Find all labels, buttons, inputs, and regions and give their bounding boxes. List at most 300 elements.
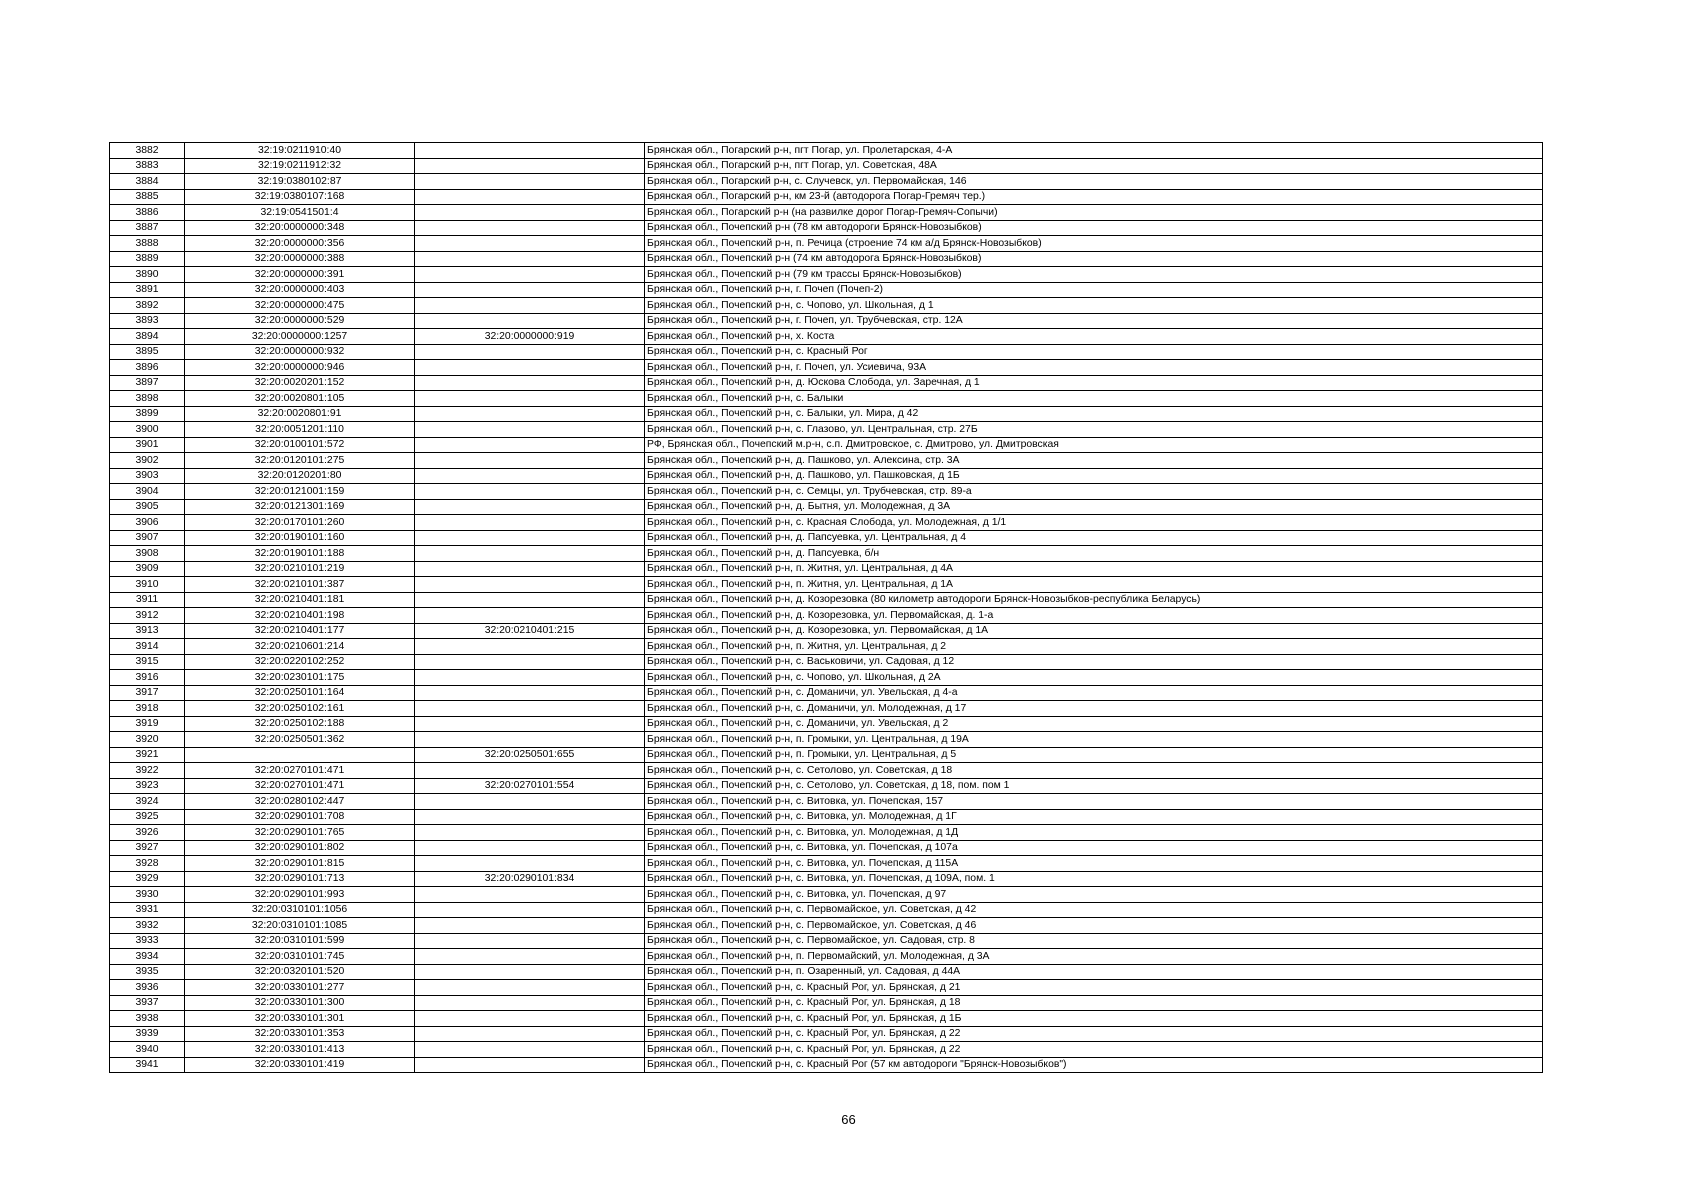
row-number: 3924 <box>110 794 185 810</box>
row-number: 3899 <box>110 406 185 422</box>
parent-cadastral-number <box>415 344 645 360</box>
row-number: 3884 <box>110 174 185 190</box>
address: Брянская обл., Почепский р-н, д. Козорезовка (80 километр автодороги Брянск-Новозыбков-республика Беларусь) <box>645 592 1543 608</box>
row-number: 3925 <box>110 809 185 825</box>
table-row <box>110 515 1543 531</box>
address: Брянская обл., Почепский р-н, п. Житня, ул. Центральная, д 2 <box>645 639 1543 655</box>
cadastral-number: 32:20:0310101:1056 <box>185 902 415 918</box>
cadastral-number: 32:20:0250102:188 <box>185 716 415 732</box>
address: Брянская обл., Почепский р-н, г. Почеп (Почеп-2) <box>645 282 1543 298</box>
table-row <box>110 298 1543 314</box>
parent-cadastral-number <box>415 701 645 717</box>
parent-cadastral-number <box>415 592 645 608</box>
row-number: 3936 <box>110 980 185 996</box>
address: Брянская обл., Погарский р-н, км 23-й (автодорога Погар-Гремяч тер.) <box>645 189 1543 205</box>
row-number: 3932 <box>110 918 185 934</box>
parent-cadastral-number <box>415 205 645 221</box>
row-number: 3903 <box>110 468 185 484</box>
parent-cadastral-number: 32:20:0250501:655 <box>415 747 645 763</box>
table-row <box>110 1011 1543 1027</box>
row-number: 3933 <box>110 933 185 949</box>
table-row <box>110 546 1543 562</box>
address: Брянская обл., Почепский р-н, с. Сетолово, ул. Советская, д 18, пом. пом 1 <box>645 778 1543 794</box>
table-row <box>110 282 1543 298</box>
table-row <box>110 592 1543 608</box>
parent-cadastral-number <box>415 980 645 996</box>
address: Брянская обл., Почепский р-н, с. Красный Рог (57 км автодороги "Брянск-Новозыбков") <box>645 1057 1543 1073</box>
address: Брянская обл., Почепский р-н, с. Красный Рог, ул. Брянская, д 22 <box>645 1042 1543 1058</box>
table-row <box>110 933 1543 949</box>
table-row <box>110 484 1543 500</box>
cadastral-number: 32:19:0211912:32 <box>185 158 415 174</box>
row-number: 3896 <box>110 360 185 376</box>
parent-cadastral-number <box>415 716 645 732</box>
table-row <box>110 980 1543 996</box>
row-number: 3935 <box>110 964 185 980</box>
row-number: 3902 <box>110 453 185 469</box>
cadastral-number: 32:19:0541501:4 <box>185 205 415 221</box>
address: Брянская обл., Почепский р-н, с. Доманичи, ул. Увельская, д 2 <box>645 716 1543 732</box>
cadastral-number: 32:20:0330101:353 <box>185 1026 415 1042</box>
address: Брянская обл., Почепский р-н, д. Козорезовка, ул. Первомайская, д 1А <box>645 623 1543 639</box>
parent-cadastral-number <box>415 995 645 1011</box>
row-number: 3918 <box>110 701 185 717</box>
table-row <box>110 267 1543 283</box>
row-number: 3938 <box>110 1011 185 1027</box>
parent-cadastral-number: 32:20:0000000:919 <box>415 329 645 345</box>
parent-cadastral-number <box>415 1011 645 1027</box>
address: Брянская обл., Почепский р-н, с. Красный Рог, ул. Брянская, д 1Б <box>645 1011 1543 1027</box>
cadastral-number: 32:20:0120201:80 <box>185 468 415 484</box>
parent-cadastral-number <box>415 639 645 655</box>
row-number: 3921 <box>110 747 185 763</box>
cadastral-number: 32:20:0330101:413 <box>185 1042 415 1058</box>
table-row <box>110 809 1543 825</box>
row-number: 3923 <box>110 778 185 794</box>
cadastral-number: 32:20:0250101:164 <box>185 685 415 701</box>
row-number: 3892 <box>110 298 185 314</box>
cadastral-number: 32:20:0000000:348 <box>185 220 415 236</box>
row-number: 3905 <box>110 499 185 515</box>
parent-cadastral-number <box>415 809 645 825</box>
table-row <box>110 453 1543 469</box>
cadastral-number: 32:20:0020801:105 <box>185 391 415 407</box>
row-number: 3929 <box>110 871 185 887</box>
table-row <box>110 716 1543 732</box>
parent-cadastral-number <box>415 530 645 546</box>
cadastral-number: 32:20:0051201:110 <box>185 422 415 438</box>
address: Брянская обл., Почепский р-н, д. Пашково, ул. Алексина, стр. 3А <box>645 453 1543 469</box>
address: Брянская обл., Почепский р-н, с. Красный Рог, ул. Брянская, д 21 <box>645 980 1543 996</box>
address: Брянская обл., Почепский р-н (74 км автодорога Брянск-Новозыбков) <box>645 251 1543 267</box>
cadastral-number: 32:19:0380102:87 <box>185 174 415 190</box>
row-number: 3927 <box>110 840 185 856</box>
cadastral-number: 32:20:0000000:391 <box>185 267 415 283</box>
table-row <box>110 654 1543 670</box>
parent-cadastral-number <box>415 484 645 500</box>
row-number: 3908 <box>110 546 185 562</box>
address: Брянская обл., Почепский р-н, с. Чопово, ул. Школьная, д 1 <box>645 298 1543 314</box>
parent-cadastral-number: 32:20:0290101:834 <box>415 871 645 887</box>
page-number: 66 <box>841 1112 856 1127</box>
cadastral-number: 32:20:0121301:169 <box>185 499 415 515</box>
cadastral-number: 32:20:0290101:708 <box>185 809 415 825</box>
cadastral-number: 32:20:0290101:802 <box>185 840 415 856</box>
row-number: 3882 <box>110 143 185 159</box>
address: Брянская обл., Почепский р-н, с. Красный Рог <box>645 344 1543 360</box>
row-number: 3928 <box>110 856 185 872</box>
row-number: 3906 <box>110 515 185 531</box>
parent-cadastral-number <box>415 763 645 779</box>
parent-cadastral-number <box>415 1042 645 1058</box>
address: Брянская обл., Почепский р-н, д. Козорезовка, ул. Первомайская, д. 1-а <box>645 608 1543 624</box>
parent-cadastral-number <box>415 236 645 252</box>
parent-cadastral-number <box>415 468 645 484</box>
cadastral-number: 32:20:0020201:152 <box>185 375 415 391</box>
cadastral-number: 32:20:0020801:91 <box>185 406 415 422</box>
address: Брянская обл., Почепский р-н, с. Васьковичи, ул. Садовая, д 12 <box>645 654 1543 670</box>
row-number: 3888 <box>110 236 185 252</box>
row-number: 3895 <box>110 344 185 360</box>
table-row <box>110 825 1543 841</box>
table-row <box>110 313 1543 329</box>
parent-cadastral-number <box>415 918 645 934</box>
parent-cadastral-number <box>415 1026 645 1042</box>
row-number: 3914 <box>110 639 185 655</box>
address: Брянская обл., Почепский р-н, с. Сетолово, ул. Советская, д 18 <box>645 763 1543 779</box>
table-row <box>110 1026 1543 1042</box>
address: Брянская обл., Почепский р-н, с. Красный Рог, ул. Брянская, д 22 <box>645 1026 1543 1042</box>
cadastral-number: 32:20:0210401:177 <box>185 623 415 639</box>
parent-cadastral-number <box>415 267 645 283</box>
row-number: 3883 <box>110 158 185 174</box>
cadastral-number: 32:20:0230101:175 <box>185 670 415 686</box>
table-row <box>110 670 1543 686</box>
row-number: 3926 <box>110 825 185 841</box>
table-row <box>110 344 1543 360</box>
parent-cadastral-number <box>415 453 645 469</box>
row-number: 3919 <box>110 716 185 732</box>
table-row <box>110 158 1543 174</box>
row-number: 3915 <box>110 654 185 670</box>
address: Брянская обл., Почепский р-н, с. Красная Слобода, ул. Молодежная, д 1/1 <box>645 515 1543 531</box>
parent-cadastral-number <box>415 437 645 453</box>
address: Брянская обл., Почепский р-н, с. Красный Рог, ул. Брянская, д 18 <box>645 995 1543 1011</box>
table-row <box>110 530 1543 546</box>
cadastral-number: 32:20:0310101:599 <box>185 933 415 949</box>
row-number: 3931 <box>110 902 185 918</box>
parent-cadastral-number <box>415 902 645 918</box>
row-number: 3910 <box>110 577 185 593</box>
parent-cadastral-number <box>415 220 645 236</box>
row-number: 3907 <box>110 530 185 546</box>
cadastral-number: 32:20:0000000:529 <box>185 313 415 329</box>
table-row <box>110 778 1543 794</box>
cadastral-number: 32:20:0220102:252 <box>185 654 415 670</box>
row-number: 3887 <box>110 220 185 236</box>
table-row <box>110 918 1543 934</box>
parent-cadastral-number <box>415 313 645 329</box>
parent-cadastral-number <box>415 685 645 701</box>
cadastral-number: 32:20:0210101:387 <box>185 577 415 593</box>
cadastral-number: 32:20:0190101:188 <box>185 546 415 562</box>
address: Брянская обл., Почепский р-н, п. Речица (строение 74 км а/д Брянск-Новозыбков) <box>645 236 1543 252</box>
cadastral-number: 32:20:0100101:572 <box>185 437 415 453</box>
table-row <box>110 406 1543 422</box>
address: Брянская обл., Почепский р-н, с. Доманичи, ул. Увельская, д 4-а <box>645 685 1543 701</box>
table-row <box>110 174 1543 190</box>
parent-cadastral-number <box>415 282 645 298</box>
row-number: 3911 <box>110 592 185 608</box>
table-row <box>110 499 1543 515</box>
cadastral-number: 32:20:0310101:1085 <box>185 918 415 934</box>
parent-cadastral-number <box>415 174 645 190</box>
table-body <box>110 143 1543 1073</box>
parent-cadastral-number <box>415 406 645 422</box>
row-number: 3904 <box>110 484 185 500</box>
table-row <box>110 236 1543 252</box>
address: Брянская обл., Почепский р-н, с. Витовка, ул. Почепская, 157 <box>645 794 1543 810</box>
row-number: 3891 <box>110 282 185 298</box>
parent-cadastral-number <box>415 856 645 872</box>
table-row <box>110 251 1543 267</box>
row-number: 3917 <box>110 685 185 701</box>
parent-cadastral-number <box>415 1057 645 1073</box>
table-row <box>110 329 1543 345</box>
cadastral-number: 32:20:0290101:993 <box>185 887 415 903</box>
address: Брянская обл., Почепский р-н, с. Семцы, ул. Трубчевская, стр. 89-а <box>645 484 1543 500</box>
parent-cadastral-number <box>415 577 645 593</box>
row-number: 3885 <box>110 189 185 205</box>
parent-cadastral-number <box>415 933 645 949</box>
table-row <box>110 623 1543 639</box>
table-row <box>110 639 1543 655</box>
row-number: 3912 <box>110 608 185 624</box>
table-row <box>110 871 1543 887</box>
address: Брянская обл., Почепский р-н, п. Озаренный, ул. Садовая, д 44А <box>645 964 1543 980</box>
table-row <box>110 422 1543 438</box>
row-number: 3913 <box>110 623 185 639</box>
table-row <box>110 1042 1543 1058</box>
cadastral-number: 32:20:0330101:301 <box>185 1011 415 1027</box>
cadastral-number: 32:20:0000000:946 <box>185 360 415 376</box>
row-number: 3893 <box>110 313 185 329</box>
table-row <box>110 701 1543 717</box>
address: Брянская обл., Почепский р-н, с. Глазово, ул. Центральная, стр. 27Б <box>645 422 1543 438</box>
address: Брянская обл., Почепский р-н, г. Почеп, ул. Трубчевская, стр. 12А <box>645 313 1543 329</box>
table-row <box>110 794 1543 810</box>
row-number: 3897 <box>110 375 185 391</box>
address: Брянская обл., Почепский р-н, с. Витовка, ул. Молодежная, д 1Г <box>645 809 1543 825</box>
address: Брянская обл., Почепский р-н, с. Доманичи, ул. Молодежная, д 17 <box>645 701 1543 717</box>
cadastral-number: 32:20:0310101:745 <box>185 949 415 965</box>
table-row <box>110 360 1543 376</box>
address: Брянская обл., Почепский р-н, с. Балыки <box>645 391 1543 407</box>
parent-cadastral-number <box>415 499 645 515</box>
parent-cadastral-number <box>415 360 645 376</box>
parent-cadastral-number <box>415 794 645 810</box>
table-row <box>110 608 1543 624</box>
cadastral-number: 32:20:0270101:471 <box>185 763 415 779</box>
cadastral-number: 32:20:0000000:932 <box>185 344 415 360</box>
row-number: 3930 <box>110 887 185 903</box>
table-row <box>110 143 1543 159</box>
parent-cadastral-number <box>415 670 645 686</box>
cadastral-number: 32:20:0190101:160 <box>185 530 415 546</box>
row-number: 3941 <box>110 1057 185 1073</box>
cadastral-number: 32:20:0270101:471 <box>185 778 415 794</box>
cadastral-number: 32:20:0120101:275 <box>185 453 415 469</box>
address: Брянская обл., Почепский р-н, д. Юскова Слобода, ул. Заречная, д 1 <box>645 375 1543 391</box>
table-row <box>110 995 1543 1011</box>
parent-cadastral-number <box>415 964 645 980</box>
address: Брянская обл., Почепский р-н, п. Житня, ул. Центральная, д 4А <box>645 561 1543 577</box>
parent-cadastral-number <box>415 949 645 965</box>
table-row <box>110 391 1543 407</box>
parent-cadastral-number: 32:20:0270101:554 <box>415 778 645 794</box>
cadastral-number: 32:20:0330101:419 <box>185 1057 415 1073</box>
cadastral-number: 32:20:0210401:181 <box>185 592 415 608</box>
parent-cadastral-number <box>415 422 645 438</box>
cadastral-number: 32:20:0121001:159 <box>185 484 415 500</box>
table-row <box>110 685 1543 701</box>
table-row <box>110 840 1543 856</box>
address: Брянская обл., Почепский р-н (78 км автодороги Брянск-Новозыбков) <box>645 220 1543 236</box>
row-number: 3922 <box>110 763 185 779</box>
cadastral-number: 32:20:0000000:475 <box>185 298 415 314</box>
table-row <box>110 949 1543 965</box>
row-number: 3900 <box>110 422 185 438</box>
row-number: 3898 <box>110 391 185 407</box>
row-number: 3889 <box>110 251 185 267</box>
parent-cadastral-number <box>415 143 645 159</box>
cadastral-number: 32:20:0330101:277 <box>185 980 415 996</box>
parent-cadastral-number <box>415 189 645 205</box>
parent-cadastral-number <box>415 158 645 174</box>
address: Брянская обл., Почепский р-н, д. Папсуевка, ул. Центральная, д 4 <box>645 530 1543 546</box>
cadastral-table <box>109 142 1543 1073</box>
row-number: 3894 <box>110 329 185 345</box>
address: Брянская обл., Почепский р-н, д. Бытня, ул. Молодежная, д 3А <box>645 499 1543 515</box>
row-number: 3901 <box>110 437 185 453</box>
address: Брянская обл., Почепский р-н, с. Витовка, ул. Почепская, д 109А, пом. 1 <box>645 871 1543 887</box>
address: Брянская обл., Почепский р-н, п. Громыки, ул. Центральная, д 19А <box>645 732 1543 748</box>
parent-cadastral-number <box>415 298 645 314</box>
address: Брянская обл., Почепский р-н, с. Витовка, ул. Почепская, д 115А <box>645 856 1543 872</box>
parent-cadastral-number <box>415 375 645 391</box>
parent-cadastral-number <box>415 732 645 748</box>
address: Брянская обл., Почепский р-н, с. Витовка, ул. Почепская, д 97 <box>645 887 1543 903</box>
table-row <box>110 437 1543 453</box>
address: Брянская обл., Почепский р-н, с. Витовка, ул. Молодежная, д 1Д <box>645 825 1543 841</box>
table-row <box>110 205 1543 221</box>
table-row <box>110 732 1543 748</box>
cadastral-number: 32:20:0320101:520 <box>185 964 415 980</box>
row-number: 3920 <box>110 732 185 748</box>
parent-cadastral-number <box>415 654 645 670</box>
parent-cadastral-number <box>415 561 645 577</box>
address: Брянская обл., Почепский р-н, х. Коста <box>645 329 1543 345</box>
row-number: 3909 <box>110 561 185 577</box>
cadastral-number: 32:19:0380107:168 <box>185 189 415 205</box>
table-row <box>110 747 1543 763</box>
parent-cadastral-number: 32:20:0210401:215 <box>415 623 645 639</box>
address: РФ, Брянская обл., Почепский м.р-н, с.п. Дмитровское, с. Дмитрово, ул. Дмитровская <box>645 437 1543 453</box>
table-row <box>110 902 1543 918</box>
table-row <box>110 189 1543 205</box>
cadastral-number: 32:20:0290101:765 <box>185 825 415 841</box>
address: Брянская обл., Погарский р-н, пгт Погар, ул. Пролетарская, 4-А <box>645 143 1543 159</box>
cadastral-number: 32:20:0290101:815 <box>185 856 415 872</box>
address: Брянская обл., Почепский р-н, с. Чопово, ул. Школьная, д 2А <box>645 670 1543 686</box>
cadastral-number: 32:20:0000000:356 <box>185 236 415 252</box>
parent-cadastral-number <box>415 391 645 407</box>
table-row <box>110 375 1543 391</box>
cadastral-number: 32:20:0290101:713 <box>185 871 415 887</box>
table-row <box>110 856 1543 872</box>
cadastral-number: 32:20:0210601:214 <box>185 639 415 655</box>
address: Брянская обл., Почепский р-н, д. Папсуевка, б/н <box>645 546 1543 562</box>
cadastral-number: 32:20:0330101:300 <box>185 995 415 1011</box>
row-number: 3940 <box>110 1042 185 1058</box>
cadastral-number: 32:20:0170101:260 <box>185 515 415 531</box>
parent-cadastral-number <box>415 515 645 531</box>
address: Брянская обл., Погарский р-н (на развилке дорог Погар-Гремяч-Сопычи) <box>645 205 1543 221</box>
address: Брянская обл., Погарский р-н, пгт Погар, ул. Советская, 48А <box>645 158 1543 174</box>
cadastral-number: 32:20:0250102:161 <box>185 701 415 717</box>
address: Брянская обл., Почепский р-н, г. Почеп, ул. Усиевича, 93А <box>645 360 1543 376</box>
parent-cadastral-number <box>415 840 645 856</box>
address: Брянская обл., Почепский р-н (79 км трассы Брянск-Новозыбков) <box>645 267 1543 283</box>
address: Брянская обл., Почепский р-н, с. Первомайское, ул. Советская, д 46 <box>645 918 1543 934</box>
table-row <box>110 468 1543 484</box>
address: Брянская обл., Почепский р-н, п. Громыки, ул. Центральная, д 5 <box>645 747 1543 763</box>
cadastral-number: 32:20:0000000:388 <box>185 251 415 267</box>
address: Брянская обл., Почепский р-н, с. Балыки, ул. Мира, д 42 <box>645 406 1543 422</box>
table-row <box>110 763 1543 779</box>
cadastral-number <box>185 747 415 763</box>
address: Брянская обл., Почепский р-н, с. Витовка, ул. Почепская, д 107а <box>645 840 1543 856</box>
parent-cadastral-number <box>415 887 645 903</box>
parent-cadastral-number <box>415 825 645 841</box>
cadastral-number: 32:20:0210401:198 <box>185 608 415 624</box>
address: Брянская обл., Почепский р-н, п. Житня, ул. Центральная, д 1А <box>645 577 1543 593</box>
row-number: 3934 <box>110 949 185 965</box>
table-row <box>110 577 1543 593</box>
parent-cadastral-number <box>415 608 645 624</box>
parent-cadastral-number <box>415 546 645 562</box>
table-row <box>110 1057 1543 1073</box>
table-row <box>110 964 1543 980</box>
row-number: 3939 <box>110 1026 185 1042</box>
cadastral-number: 32:20:0000000:1257 <box>185 329 415 345</box>
table-row <box>110 887 1543 903</box>
address: Брянская обл., Погарский р-н, с. Случевск, ул. Первомайская, 146 <box>645 174 1543 190</box>
cadastral-number: 32:20:0210101:219 <box>185 561 415 577</box>
address: Брянская обл., Почепский р-н, п. Первомайский, ул. Молодежная, д 3А <box>645 949 1543 965</box>
cadastral-number: 32:19:0211910:40 <box>185 143 415 159</box>
row-number: 3916 <box>110 670 185 686</box>
address: Брянская обл., Почепский р-н, д. Пашково, ул. Пашковская, д 1Б <box>645 468 1543 484</box>
row-number: 3886 <box>110 205 185 221</box>
cadastral-number: 32:20:0250501:362 <box>185 732 415 748</box>
address: Брянская обл., Почепский р-н, с. Первомайское, ул. Садовая, стр. 8 <box>645 933 1543 949</box>
table-row <box>110 561 1543 577</box>
row-number: 3890 <box>110 267 185 283</box>
address: Брянская обл., Почепский р-н, с. Первомайское, ул. Советская, д 42 <box>645 902 1543 918</box>
cadastral-number: 32:20:0280102:447 <box>185 794 415 810</box>
table-row <box>110 220 1543 236</box>
